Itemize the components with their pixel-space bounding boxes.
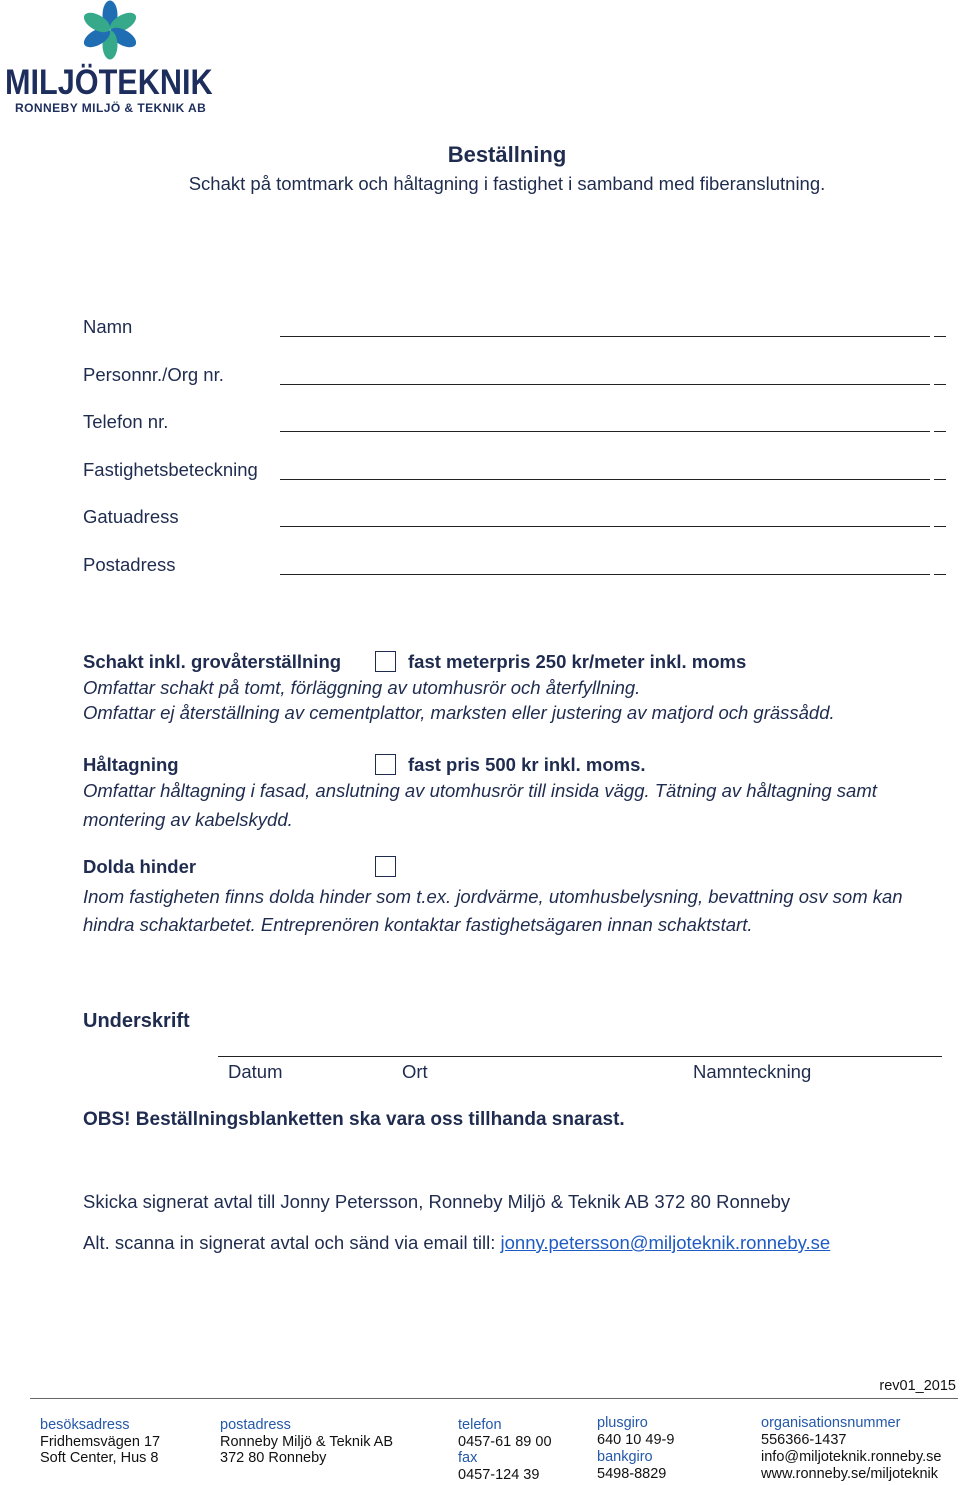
asterisk-logo-mark-icon (78, 0, 142, 60)
option-hidden-obstacles-description-line: Inom fastigheten finns dolda hinder som t.ex. jordvärme, utomhusbelysning, bevattning osv som kan (83, 886, 903, 907)
page-subtitle: Schakt på tomtmark och håltagning i fastighet i samband med fiberanslutning. (188, 173, 826, 194)
option-wall-drilling-description-line: Omfattar håltagning i fasad, anslutning av utomhusrör till insida vägg. Tätning av håltagning samt (83, 780, 877, 801)
logo-wordmark: MILJÖTEKNIK (5, 63, 213, 102)
signature-heading: Underskrift (83, 1010, 190, 1032)
footer-bankgiro-number: 5498-8829 (597, 1466, 667, 1482)
field-label-postal-address: Postadress (83, 554, 176, 575)
email-instructions-text: Alt. scanna in signerat avtal och sänd via email till: (83, 1232, 496, 1253)
footer-postal-address (220, 1417, 393, 1467)
footer-phone-label: telefon (458, 1417, 502, 1433)
option-excavation-title: Schakt inkl. grovåterställning (83, 651, 342, 672)
footer-giro (597, 1415, 674, 1483)
phone-input-line[interactable] (280, 431, 946, 432)
signature-date-label: Datum (228, 1061, 283, 1082)
email-instructions (83, 1232, 830, 1254)
deadline-notice: OBS! Beställningsblanketten ska vara oss tillhanda snarast. (83, 1109, 625, 1130)
send-instructions: Skicka signerat avtal till Jonny Petersson, Ronneby Miljö & Teknik AB 372 80 Ronneby (83, 1191, 791, 1212)
field-label-name: Namn (83, 316, 133, 337)
option-excavation-description-line: Omfattar ej återställning av cementplattor, marksten eller justering av matjord och grässådd. (83, 702, 835, 723)
signature-name-label: Namnteckning (693, 1061, 812, 1082)
footer-plusgiro-label: plusgiro (597, 1415, 648, 1431)
option-hidden-obstacles-title: Dolda hinder (83, 856, 197, 877)
email-link[interactable]: jonny.petersson@miljoteknik.ronneby.se (500, 1232, 831, 1253)
option-hidden-obstacles-description-line: hindra schaktarbetet. Entreprenören kontaktar fastighetsägaren innan schaktstart. (83, 914, 753, 935)
footer-org-number: 556366-1437 (761, 1432, 847, 1448)
option-wall-drilling-price: fast pris 500 kr inkl. moms. (408, 754, 646, 775)
field-row-postal-address (83, 554, 946, 576)
footer-phone (458, 1417, 552, 1484)
footer-visit-line: Fridhemsvägen 17 (40, 1433, 161, 1450)
field-label-street-address: Gatuadress (83, 506, 179, 527)
logo-company-name: RONNEBY MILJÖ & TEKNIK AB (15, 101, 207, 115)
postal-address-input-line[interactable] (280, 574, 946, 575)
footer-visit-line: Soft Center, Hus 8 (40, 1450, 159, 1467)
option-excavation-description-line: Omfattar schakt på tomt, förläggning av utomhusrör och återfyllning. (83, 677, 641, 698)
footer-website: www.ronneby.se/miljoteknik (761, 1466, 939, 1482)
field-row-name (83, 316, 946, 338)
property-designation-input-line[interactable] (280, 479, 946, 480)
footer-postal-label: postadress (220, 1417, 291, 1433)
checkbox-excavation[interactable] (375, 651, 396, 672)
field-label-property-designation: Fastighetsbeteckning (83, 459, 258, 480)
field-row-phone (83, 411, 946, 433)
name-input-line[interactable] (280, 336, 946, 337)
checkbox-hidden-obstacles[interactable] (375, 856, 396, 877)
footer-postal-line: 372 80 Ronneby (220, 1450, 327, 1467)
field-row-street-address (83, 506, 946, 528)
footer-divider (30, 1398, 958, 1399)
checkbox-wall-drilling[interactable] (375, 754, 396, 775)
footer-email: info@miljoteknik.ronneby.se (761, 1449, 942, 1465)
footer-visit-label: besöksadress (40, 1417, 130, 1433)
footer-plusgiro-number: 640 10 49-9 (597, 1432, 675, 1448)
footer-org-number-label: organisationsnummer (761, 1415, 901, 1431)
page-title: Beställning (447, 142, 567, 167)
option-wall-drilling-description-line: montering av kabelskydd. (83, 809, 293, 830)
footer-visit-address (40, 1417, 160, 1467)
street-address-input-line[interactable] (280, 526, 946, 527)
footer-postal-line: Ronneby Miljö & Teknik AB (220, 1433, 394, 1450)
footer-fax-number: 0457-124 39 (458, 1467, 540, 1484)
field-label-personal-number: Personnr./Org nr. (83, 364, 224, 385)
personal-number-input-line[interactable] (280, 384, 946, 385)
footer-phone-number: 0457-61 89 00 (458, 1433, 552, 1450)
option-excavation-price: fast meterpris 250 kr/meter inkl. moms (408, 651, 747, 672)
option-wall-drilling-title: Håltagning (83, 754, 179, 775)
footer-fax-label: fax (458, 1450, 478, 1467)
revision-label: rev01_2015 (879, 1378, 956, 1394)
field-label-phone: Telefon nr. (83, 411, 169, 432)
footer-company (761, 1415, 941, 1483)
field-row-personal-number (83, 364, 946, 386)
signature-place-label: Ort (402, 1061, 428, 1082)
footer-bankgiro-label: bankgiro (597, 1449, 653, 1465)
signature-line[interactable] (218, 1056, 942, 1057)
field-row-property-designation (83, 459, 946, 481)
